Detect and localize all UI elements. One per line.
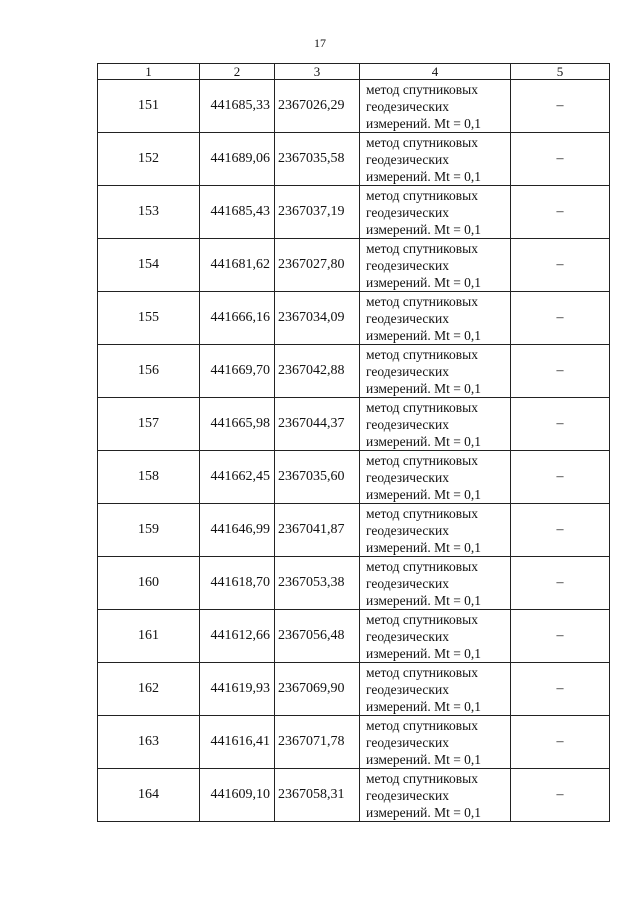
point-number-cell: 160: [98, 557, 200, 610]
column-header-5: 5: [511, 64, 610, 80]
y-coordinate-cell: 2367034,09: [275, 292, 360, 345]
column5-cell: –: [511, 80, 610, 133]
method-cell: [360, 557, 511, 610]
method-line: метод спутниковых: [366, 134, 478, 150]
y-coordinate-cell: 2367027,80: [275, 239, 360, 292]
x-coordinate-cell: 441662,45: [200, 451, 275, 504]
table-row: [98, 504, 610, 557]
method-cell: [360, 451, 511, 504]
method-line: метод спутниковых: [366, 81, 478, 97]
point-number-cell: 159: [98, 504, 200, 557]
point-number-cell: 153: [98, 186, 200, 239]
method-line: геодезических: [366, 575, 449, 591]
column-header-2: 2: [200, 64, 275, 80]
method-line: метод спутниковых: [366, 611, 478, 627]
table-body: [98, 80, 610, 822]
x-coordinate-cell: 441646,99: [200, 504, 275, 557]
column5-cell: –: [511, 610, 610, 663]
method-line: геодезических: [366, 681, 449, 697]
method-line: метод спутниковых: [366, 399, 478, 415]
column5-cell: –: [511, 716, 610, 769]
x-coordinate-cell: 441685,33: [200, 80, 275, 133]
method-line: геодезических: [366, 734, 449, 750]
point-number-cell: 151: [98, 80, 200, 133]
column-header-3: 3: [275, 64, 360, 80]
method-line: метод спутниковых: [366, 293, 478, 309]
method-line: измерений. Mt = 0,1: [366, 327, 482, 343]
point-number-cell: 158: [98, 451, 200, 504]
method-line: метод спутниковых: [366, 717, 478, 733]
point-number-cell: 164: [98, 769, 200, 822]
method-line: геодезических: [366, 310, 449, 326]
point-number-cell: 152: [98, 133, 200, 186]
table-row: [98, 133, 610, 186]
table-row: [98, 557, 610, 610]
method-cell: [360, 133, 511, 186]
y-coordinate-cell: 2367044,37: [275, 398, 360, 451]
column5-cell: –: [511, 345, 610, 398]
table-row: [98, 80, 610, 133]
method-line: метод спутниковых: [366, 452, 478, 468]
point-number-cell: 162: [98, 663, 200, 716]
method-line: метод спутниковых: [366, 187, 478, 203]
method-line: метод спутниковых: [366, 664, 478, 680]
x-coordinate-cell: 441609,10: [200, 769, 275, 822]
method-cell: [360, 345, 511, 398]
point-number-cell: 161: [98, 610, 200, 663]
method-line: геодезических: [366, 416, 449, 432]
y-coordinate-cell: 2367026,29: [275, 80, 360, 133]
method-line: измерений. Mt = 0,1: [366, 221, 482, 237]
y-coordinate-cell: 2367069,90: [275, 663, 360, 716]
column-header-1: 1: [98, 64, 200, 80]
y-coordinate-cell: 2367071,78: [275, 716, 360, 769]
method-line: измерений. Mt = 0,1: [366, 751, 482, 767]
column5-cell: –: [511, 504, 610, 557]
method-cell: [360, 663, 511, 716]
table-row: [98, 345, 610, 398]
table-row: [98, 451, 610, 504]
column5-cell: –: [511, 663, 610, 716]
column5-cell: –: [511, 186, 610, 239]
method-line: метод спутниковых: [366, 558, 478, 574]
x-coordinate-cell: 441685,43: [200, 186, 275, 239]
method-line: измерений. Mt = 0,1: [366, 433, 482, 449]
x-coordinate-cell: 441681,62: [200, 239, 275, 292]
x-coordinate-cell: 441619,93: [200, 663, 275, 716]
method-line: геодезических: [366, 628, 449, 644]
column-header-4: 4: [360, 64, 511, 80]
method-line: геодезических: [366, 522, 449, 538]
table-row: [98, 769, 610, 822]
method-line: измерений. Mt = 0,1: [366, 115, 482, 131]
method-cell: [360, 610, 511, 663]
coordinates-table: [97, 63, 610, 822]
x-coordinate-cell: 441669,70: [200, 345, 275, 398]
method-line: геодезических: [366, 151, 449, 167]
table-row: [98, 716, 610, 769]
method-line: измерений. Mt = 0,1: [366, 168, 482, 184]
method-cell: [360, 239, 511, 292]
method-cell: [360, 504, 511, 557]
x-coordinate-cell: 441618,70: [200, 557, 275, 610]
method-line: измерений. Mt = 0,1: [366, 645, 482, 661]
method-line: метод спутниковых: [366, 240, 478, 256]
x-coordinate-cell: 441612,66: [200, 610, 275, 663]
method-line: метод спутниковых: [366, 346, 478, 362]
table-row: [98, 610, 610, 663]
column5-cell: –: [511, 451, 610, 504]
column5-cell: –: [511, 239, 610, 292]
table-row: [98, 239, 610, 292]
method-cell: [360, 716, 511, 769]
point-number-cell: 163: [98, 716, 200, 769]
method-line: измерений. Mt = 0,1: [366, 539, 482, 555]
column5-cell: –: [511, 557, 610, 610]
table-row: [98, 398, 610, 451]
y-coordinate-cell: 2367058,31: [275, 769, 360, 822]
method-line: измерений. Mt = 0,1: [366, 592, 482, 608]
x-coordinate-cell: 441665,98: [200, 398, 275, 451]
point-number-cell: 154: [98, 239, 200, 292]
method-cell: [360, 769, 511, 822]
method-line: геодезических: [366, 257, 449, 273]
y-coordinate-cell: 2367056,48: [275, 610, 360, 663]
x-coordinate-cell: 441616,41: [200, 716, 275, 769]
method-line: геодезических: [366, 787, 449, 803]
column5-cell: –: [511, 769, 610, 822]
method-line: геодезических: [366, 204, 449, 220]
table-row: [98, 186, 610, 239]
table-header: [98, 64, 610, 80]
header-row: [98, 64, 610, 80]
method-cell: [360, 80, 511, 133]
method-line: измерений. Mt = 0,1: [366, 486, 482, 502]
method-line: измерений. Mt = 0,1: [366, 274, 482, 290]
y-coordinate-cell: 2367042,88: [275, 345, 360, 398]
method-line: геодезических: [366, 469, 449, 485]
point-number-cell: 156: [98, 345, 200, 398]
column5-cell: –: [511, 398, 610, 451]
method-line: геодезических: [366, 363, 449, 379]
table-row: [98, 292, 610, 345]
method-cell: [360, 292, 511, 345]
y-coordinate-cell: 2367035,58: [275, 133, 360, 186]
method-line: геодезических: [366, 98, 449, 114]
page-number: 17: [314, 36, 326, 50]
method-cell: [360, 186, 511, 239]
method-line: метод спутниковых: [366, 505, 478, 521]
method-line: метод спутниковых: [366, 770, 478, 786]
x-coordinate-cell: 441689,06: [200, 133, 275, 186]
y-coordinate-cell: 2367037,19: [275, 186, 360, 239]
method-cell: [360, 398, 511, 451]
method-line: измерений. Mt = 0,1: [366, 380, 482, 396]
table-row: [98, 663, 610, 716]
method-line: измерений. Mt = 0,1: [366, 698, 482, 714]
y-coordinate-cell: 2367035,60: [275, 451, 360, 504]
y-coordinate-cell: 2367041,87: [275, 504, 360, 557]
x-coordinate-cell: 441666,16: [200, 292, 275, 345]
column5-cell: –: [511, 292, 610, 345]
y-coordinate-cell: 2367053,38: [275, 557, 360, 610]
column5-cell: –: [511, 133, 610, 186]
point-number-cell: 157: [98, 398, 200, 451]
point-number-cell: 155: [98, 292, 200, 345]
method-line: измерений. Mt = 0,1: [366, 804, 482, 820]
